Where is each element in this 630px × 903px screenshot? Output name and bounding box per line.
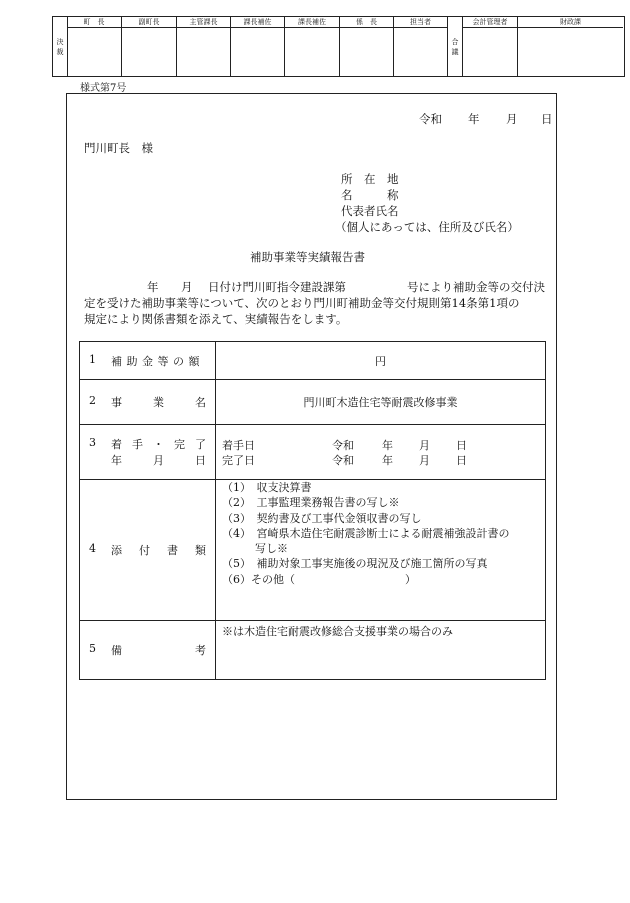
attachments-list xyxy=(216,480,546,621)
report-table xyxy=(79,341,546,680)
row-number: 3 xyxy=(89,436,96,449)
subsidy-amount-field[interactable]: 円 xyxy=(216,342,546,380)
council-header: 会計管理者 xyxy=(463,17,517,28)
project-name-field[interactable]: 門川町木造住宅等耐震改修事業 xyxy=(216,380,546,425)
end-date-label: 完了日 xyxy=(222,454,255,467)
council-cell xyxy=(463,17,518,76)
row-number: 5 xyxy=(89,642,96,655)
end-era: 令和 xyxy=(332,454,354,467)
date-month: 月 xyxy=(506,112,518,126)
date-era: 令和 xyxy=(419,112,442,126)
approval-cell xyxy=(177,17,231,76)
row-label-text: 補 助 金 等 の 額 xyxy=(111,354,200,368)
approval-stamp-box xyxy=(52,16,625,77)
applicant-address-label: 所 在 地 xyxy=(341,172,399,186)
council-cell xyxy=(518,17,623,76)
start-year: 年 xyxy=(382,439,393,452)
approval-header: 係 長 xyxy=(340,17,393,28)
approval-cell xyxy=(394,17,448,76)
approval-header: 副町長 xyxy=(122,17,176,28)
row-label xyxy=(80,621,216,680)
table-row xyxy=(80,621,546,680)
list-item: （5） 補助対象工事実施後の現況及び施工箇所の写真 xyxy=(222,557,488,571)
table-row xyxy=(80,480,546,621)
applicant-name-label: 名 称 xyxy=(341,188,399,202)
list-item: （3） 契約書及び工事代金領収書の写し xyxy=(222,511,422,525)
date-year: 年 xyxy=(468,112,480,126)
table-row xyxy=(80,380,546,425)
row-label xyxy=(80,342,216,380)
approval-header: 担当者 xyxy=(394,17,447,28)
end-day: 日 xyxy=(456,454,467,467)
row-number: 2 xyxy=(89,394,96,407)
council-label: 合 議 xyxy=(448,17,463,76)
addressee: 門川町長 様 xyxy=(84,141,153,155)
approval-cell xyxy=(285,17,340,76)
label-char: 書 xyxy=(167,544,178,557)
start-era: 令和 xyxy=(332,439,354,452)
form-number: 様式第7号 xyxy=(80,83,127,94)
remarks-field[interactable]: ※は木造住宅耐震改修総合支援事業の場合のみ xyxy=(216,621,546,680)
body-order-text: 日付け門川町指令建設課第 xyxy=(208,280,346,294)
schedule-cell xyxy=(216,425,546,480)
approval-header: 課長補佐 xyxy=(231,17,284,28)
label-char: 備 xyxy=(111,644,122,657)
row-label xyxy=(80,480,216,621)
approval-cell xyxy=(67,17,122,76)
list-item: （6）その他（ ） xyxy=(222,572,416,586)
label-char: 事 xyxy=(111,396,122,409)
end-year: 年 xyxy=(382,454,393,467)
table-row xyxy=(80,425,546,480)
start-date-label: 着手日 xyxy=(222,439,255,452)
body-month: 月 xyxy=(181,280,193,294)
body-year: 年 xyxy=(147,280,159,294)
label-char: 類 xyxy=(195,544,206,557)
row-number: 1 xyxy=(89,352,96,366)
row-label xyxy=(80,380,216,425)
list-item: （1） 収支決算書 xyxy=(222,481,312,494)
start-day: 日 xyxy=(456,439,467,452)
body-line1-tail: 号により補助金等の交付決 xyxy=(407,280,545,294)
decision-label: 決 裁 xyxy=(53,17,68,76)
end-date-line[interactable] xyxy=(222,452,544,467)
label-char: 名 xyxy=(195,396,206,409)
label-char: 添 xyxy=(111,544,122,557)
row-number: 4 xyxy=(89,542,96,555)
label-char: 月 xyxy=(153,454,164,467)
approval-cell xyxy=(231,17,285,76)
approval-cell xyxy=(340,17,394,76)
start-date-line[interactable] xyxy=(222,437,544,452)
approval-cell xyxy=(122,17,177,76)
label-char: 了 xyxy=(195,438,206,451)
end-month: 月 xyxy=(419,454,430,467)
applicant-rep-label: 代表者氏名 xyxy=(341,204,399,218)
label-char: 付 xyxy=(139,544,150,557)
applicant-note: （個人にあっては、住所及び氏名） xyxy=(335,220,519,234)
document-title: 補助事業等実績報告書 xyxy=(250,250,365,264)
approval-header: 課長補佐 xyxy=(285,17,339,28)
label-char: ・ xyxy=(153,438,164,451)
body-line2: 定を受けた補助事業等について、次のとおり門川町補助金等交付規則第14条第1項の xyxy=(84,296,520,310)
start-month: 月 xyxy=(419,439,430,452)
label-char: 年 xyxy=(111,454,122,467)
label-char: 手 xyxy=(132,438,143,451)
label-char: 日 xyxy=(195,454,206,467)
list-item: 写し※ xyxy=(222,542,288,556)
list-item: （4） 宮崎県木造住宅耐震診断士による耐震補強設計書の xyxy=(222,526,510,540)
label-char: 着 xyxy=(111,438,122,451)
approval-header: 主管課長 xyxy=(177,17,230,28)
list-item: （2） 工事監理業務報告書の写し※ xyxy=(222,496,400,510)
label-char: 完 xyxy=(174,438,185,451)
date-day: 日 xyxy=(541,112,553,126)
council-header: 財政課 xyxy=(518,17,623,28)
body-line3: 規定により関係書類を添えて、実績報告をします。 xyxy=(84,312,348,326)
label-char: 業 xyxy=(153,396,164,409)
approval-header: 町 長 xyxy=(67,17,121,28)
table-row xyxy=(80,342,546,380)
label-char: 考 xyxy=(195,644,206,657)
row-label xyxy=(80,425,216,480)
